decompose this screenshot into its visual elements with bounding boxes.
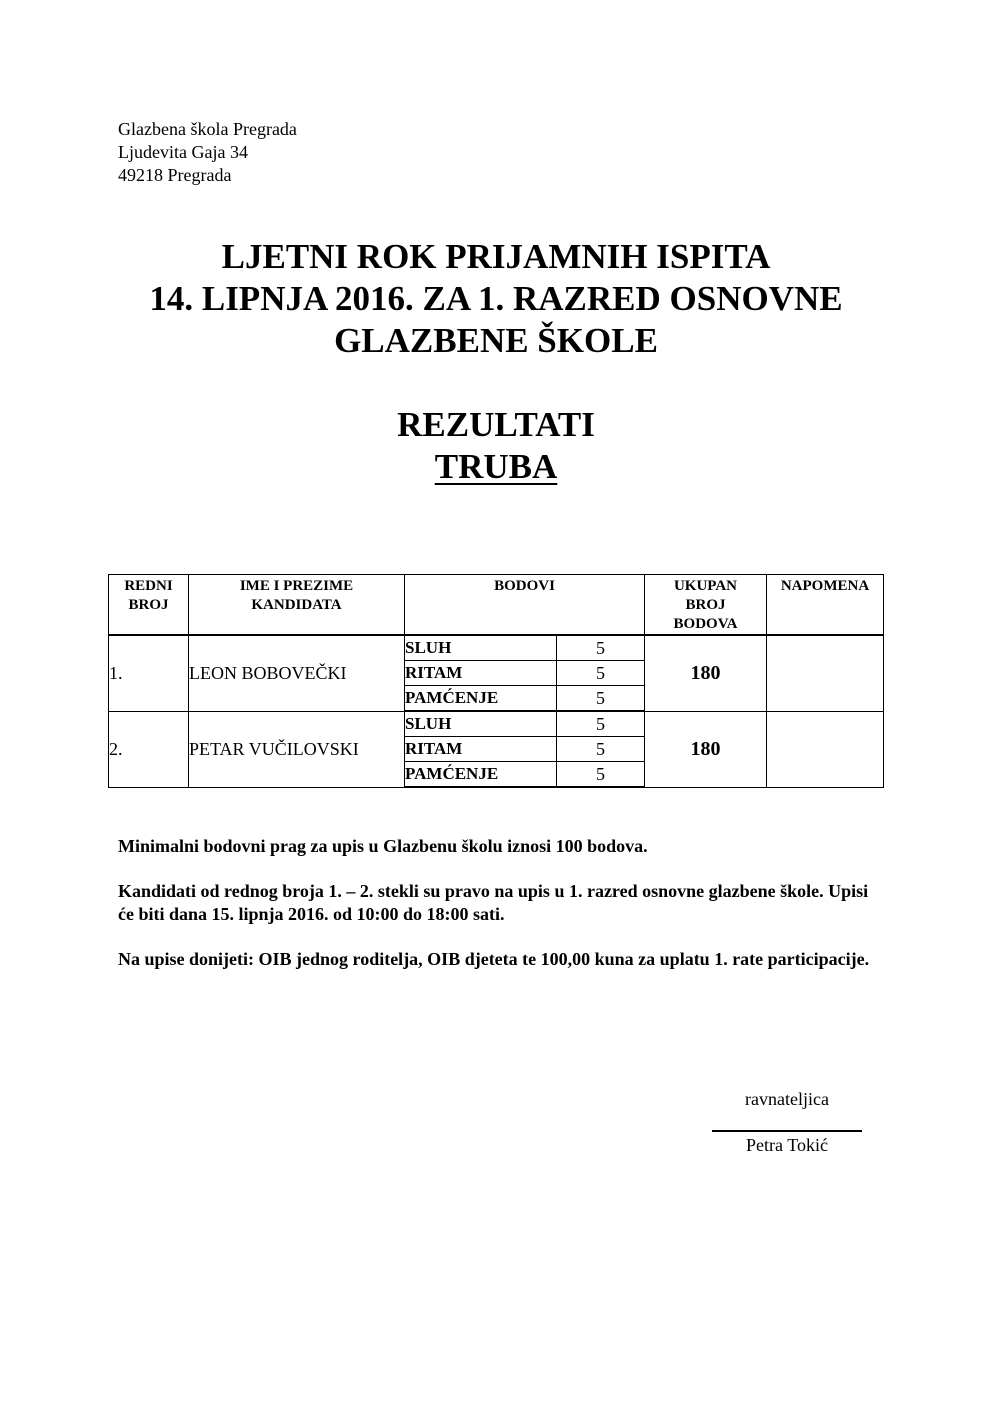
score-label: RITAM [405,661,557,686]
results-table [108,574,884,788]
school-name: Glazbena škola Pregrada [118,119,297,139]
note-cell [767,635,884,711]
header-ukupan: UKUPAN BROJ BODOVA [645,575,767,636]
score-label: PAMĆENJE [405,686,557,712]
street-address: Ljudevita Gaja 34 [118,142,248,162]
document-subtitle [0,404,992,488]
instrument-heading: TRUBA [434,447,558,486]
signature-block [712,1088,862,1156]
enrollment-note: Kandidati od rednog broja 1. – 2. stekli su pravo na upis u 1. razred osnovne glazbene škole. Upisi će biti dana 15. lipnja 2016. od 10:00 do 18:00 sati. [118,881,869,924]
score-label: SLUH [405,711,557,737]
candidate-name: LEON BOBOVEČKI [189,635,405,711]
minimum-threshold-note: Minimalni bodovni prag za upis u Glazbenu školu iznosi 100 bodova. [118,836,648,856]
documents-note: Na upise donijeti: OIB jednog roditelja, OIB djeteta te 100,00 kuna za uplatu 1. rate participacije. [118,949,870,969]
score-value: 5 [557,711,645,737]
school-address [118,118,297,187]
score-value: 5 [557,737,645,762]
title-line-3: GLAZBENE ŠKOLE [334,321,658,360]
score-label: RITAM [405,737,557,762]
score-value: 5 [557,686,645,712]
score-value: 5 [557,635,645,661]
header-redni-broj: REDNI BROJ [109,575,189,636]
score-label: SLUH [405,635,557,661]
candidate-name: PETAR VUČILOVSKI [189,711,405,787]
note-cell [767,711,884,787]
score-label: PAMĆENJE [405,762,557,788]
score-value: 5 [557,661,645,686]
score-value: 5 [557,762,645,788]
postal-city: 49218 Pregrada [118,165,232,185]
signatory-name: Petra Tokić [746,1135,828,1155]
row-number: 1. [109,635,189,711]
table-row [109,711,884,737]
table-header-row [109,575,884,636]
header-bodovi: BODOVI [405,575,645,636]
results-heading: REZULTATI [397,405,595,444]
notes-section [118,835,878,993]
table-row [109,635,884,661]
total-points: 180 [645,711,767,787]
row-number: 2. [109,711,189,787]
signatory-role: ravnateljica [745,1089,829,1109]
header-napomena: NAPOMENA [767,575,884,636]
title-line-1: LJETNI ROK PRIJAMNIH ISPITA [221,237,771,276]
signature-line [712,1130,862,1132]
document-title [0,236,992,362]
title-line-2: 14. LIPNJA 2016. ZA 1. RAZRED OSNOVNE [149,279,843,318]
total-points: 180 [645,635,767,711]
header-ime-prezime: IME I PREZIME KANDIDATA [189,575,405,636]
